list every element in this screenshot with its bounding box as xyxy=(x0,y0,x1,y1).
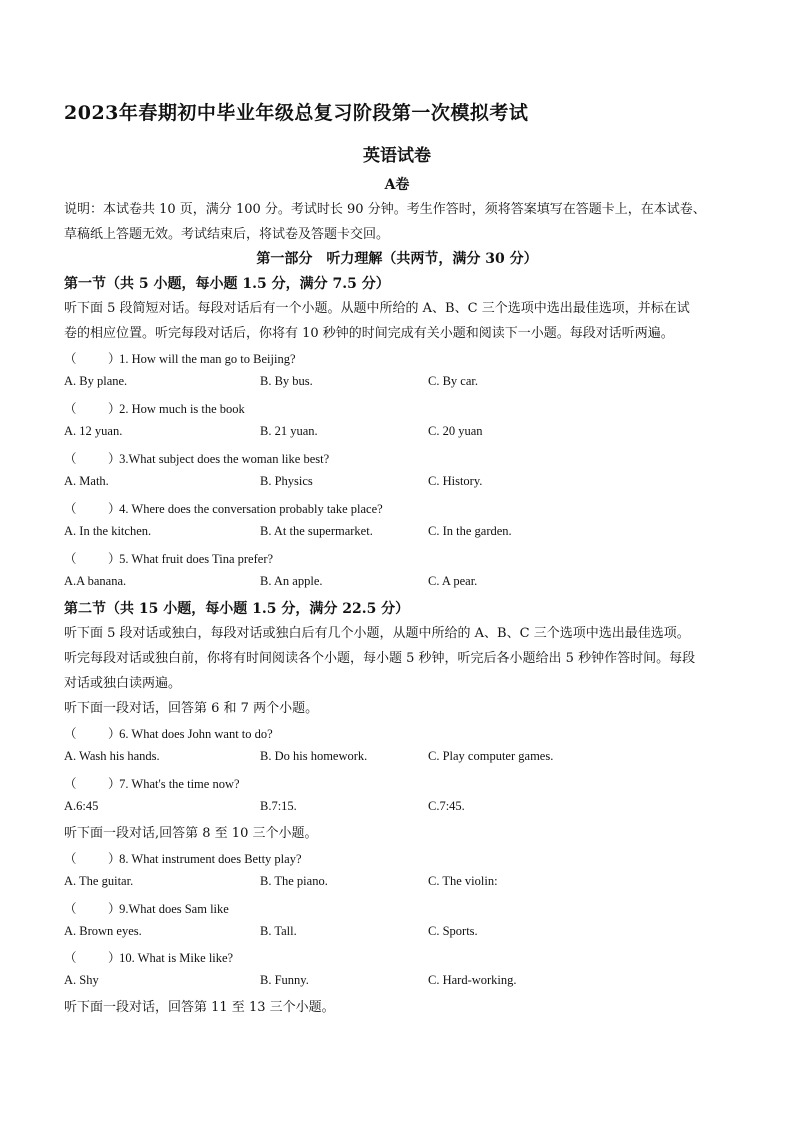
answer-paren-open: （ xyxy=(64,452,77,466)
section1-directions-line-2: 卷的相应位置。听完每段对话后，你将有 10 秒钟的时间完成有关小题和阅读下一小题。每段对话听两遍。 xyxy=(64,326,674,341)
option-b: B. Physics xyxy=(260,474,313,488)
question-text: 6. What does John want to do? xyxy=(119,727,273,741)
option-a: A. Math. xyxy=(64,474,109,488)
question-text: 8. What instrument does Betty play? xyxy=(119,852,302,866)
answer-paren-close: ） xyxy=(108,777,121,791)
answer-paren-open: （ xyxy=(64,352,77,366)
option-b: B. At the supermarket. xyxy=(260,524,373,538)
section1-title: 第一节（共 5 小题，每小题 1.5 分，满分 7.5 分） xyxy=(64,276,390,292)
question-stem xyxy=(64,774,240,792)
option-a: A. In the kitchen. xyxy=(64,524,152,538)
section1-directions-line-1: 听下面 5 段简短对话。每段对话后有一个小题。从题中所给的 A、B、C 三个选项中选出最佳选项，并标在试 xyxy=(64,301,690,316)
option-a: A. Brown eyes. xyxy=(64,924,142,938)
section2-title: 第二节（共 15 小题，每小题 1.5 分，满分 22.5 分） xyxy=(64,601,410,617)
option-b: B. Funny. xyxy=(260,973,309,987)
question-stem xyxy=(64,349,296,367)
option-a: A. By plane. xyxy=(64,374,128,388)
option-c: C. In the garden. xyxy=(428,524,512,538)
question-stem xyxy=(64,899,229,917)
option-b: B. Do his homework. xyxy=(260,749,368,763)
question-text: 7. What's the time now? xyxy=(119,777,240,791)
answer-paren-open: （ xyxy=(64,402,77,416)
answer-paren-close: ） xyxy=(108,902,121,916)
option-c: C.7:45. xyxy=(428,799,465,813)
question-stem xyxy=(64,449,329,467)
answer-paren-close: ） xyxy=(108,951,121,965)
question-text: 4. Where does the conversation probably take place? xyxy=(119,502,383,516)
subject-title: 英语试卷 xyxy=(363,146,431,166)
question-text: 3.What subject does the woman like best? xyxy=(119,452,330,466)
option-c: C. Hard-working. xyxy=(428,973,517,987)
option-b: B. By bus. xyxy=(260,374,313,388)
question-stem xyxy=(64,499,383,517)
answer-paren-close: ） xyxy=(108,852,121,866)
section2-directions-line-1: 听下面 5 段对话或独白，每段对话或独白后有几个小题，从题中所给的 A、B、C 三个选项中选出最佳选项。 xyxy=(64,626,690,641)
option-b: B. The piano. xyxy=(260,874,328,888)
option-b: B. Tall. xyxy=(260,924,297,938)
option-c: C. Play computer games. xyxy=(428,749,554,763)
question-stem xyxy=(64,724,273,742)
question-stem xyxy=(64,399,245,417)
question-text: 10. What is Mike like? xyxy=(119,951,234,965)
option-c: C. The violin: xyxy=(428,874,498,888)
answer-paren-close: ） xyxy=(108,727,121,741)
question-stem xyxy=(64,948,233,966)
answer-paren-close: ） xyxy=(108,402,121,416)
dialogue-lead-11-13: 听下面一段对话，回答第 11 至 13 三个小题。 xyxy=(64,1000,335,1015)
option-c: C. A pear. xyxy=(428,574,478,588)
question-text: 5. What fruit does Tina prefer? xyxy=(119,552,274,566)
dialogue-lead-6-7: 听下面一段对话，回答第 6 和 7 两个小题。 xyxy=(64,701,319,716)
answer-paren-open: （ xyxy=(64,852,77,866)
question-stem xyxy=(64,849,302,867)
option-a: A. 12 yuan. xyxy=(64,424,123,438)
answer-paren-close: ） xyxy=(108,552,121,566)
option-a: A. Shy xyxy=(64,973,99,987)
part1-title: 第一部分 听力理解（共两节，满分 30 分） xyxy=(256,251,538,267)
option-c: C. 20 yuan xyxy=(428,424,483,438)
question-stem xyxy=(64,549,273,567)
answer-paren-open: （ xyxy=(64,727,77,741)
answer-paren-open: （ xyxy=(64,777,77,791)
answer-paren-open: （ xyxy=(64,552,77,566)
question-text: 9.What does Sam like xyxy=(119,902,229,916)
section2-directions-line-3: 对话或独白读两遍。 xyxy=(64,676,182,691)
question-text: 1. How will the man go to Beijing? xyxy=(119,352,296,366)
option-a: A.6:45 xyxy=(64,799,99,813)
instructions-line-2: 草稿纸上答题无效。考试结束后，将试卷及答题卡交回。 xyxy=(64,227,390,242)
answer-paren-open: （ xyxy=(64,951,77,965)
option-a: A.A banana. xyxy=(64,574,127,588)
option-a: A. The guitar. xyxy=(64,874,134,888)
answer-paren-open: （ xyxy=(64,502,77,516)
answer-paren-close: ） xyxy=(108,502,121,516)
instructions-line-1: 说明：本试卷共 10 页，满分 100 分。考试时长 90 分钟。考生作答时，须将答案填写在答题卡上，在本试卷、 xyxy=(64,202,706,217)
option-b: B. 21 yuan. xyxy=(260,424,318,438)
option-b: B. An apple. xyxy=(260,574,323,588)
option-a: A. Wash his hands. xyxy=(64,749,160,763)
answer-paren-close: ） xyxy=(108,352,121,366)
exam-title: 2023年春期初中毕业年级总复习阶段第一次模拟考试 xyxy=(64,102,529,124)
option-b: B.7:15. xyxy=(260,799,297,813)
option-c: C. By car. xyxy=(428,374,478,388)
dialogue-lead-8-10: 听下面一段对话,回答第 8 至 10 三个小题。 xyxy=(64,826,318,841)
answer-paren-open: （ xyxy=(64,902,77,916)
section2-directions-line-2: 听完每段对话或独白前，你将有时间阅读各个小题，每小题 5 秒钟，听完后各小题给出 5 秒钟作答时间。每段 xyxy=(64,651,696,666)
paper-label: A卷 xyxy=(384,177,410,193)
question-text: 2. How much is the book xyxy=(119,402,245,416)
answer-paren-close: ） xyxy=(108,452,121,466)
option-c: C. History. xyxy=(428,474,483,488)
option-c: C. Sports. xyxy=(428,924,478,938)
